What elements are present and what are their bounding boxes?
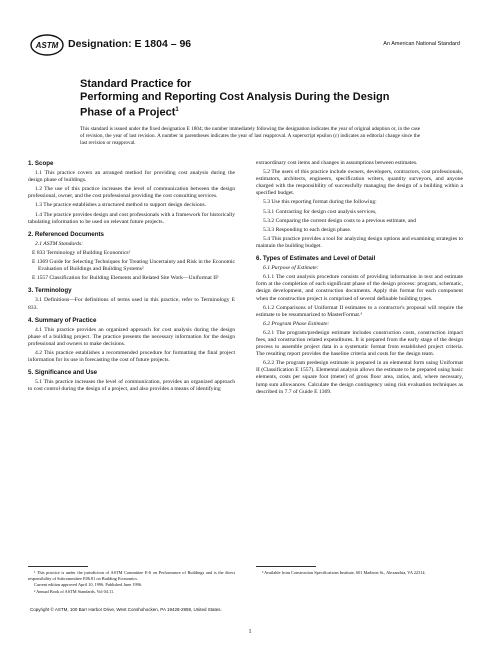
document-title [80, 78, 410, 120]
designation: Designation: E 1804 – 96 [68, 38, 192, 50]
paragraph: 1.1 This practice covers an arranged method for providing cost analysis during the design phase of buildings. [28, 170, 235, 184]
section-heading: 6. Types of Estimates and Level of Detail [256, 255, 376, 263]
left-column [28, 160, 235, 395]
paragraph: 5.3.1 Contracting for design cost analysis services, [263, 208, 377, 215]
section-heading: 2. Referenced Documents [28, 230, 104, 238]
copyright-line: Copyright © ASTM, 100 Barr Harbor Drive, West Conshohocken, PA 19428-2959, United States. [30, 607, 222, 612]
paragraph: 1.4 The practice provides design and cost professionals with a framework for historically tabulating information to be used on relevant future projects. [28, 211, 235, 225]
paragraph: 5.3 Use this reporting format during the following: [263, 199, 377, 206]
paragraph: 1.2 The use of this practice increases the level of communication between the design professional, owner, and the cost professional providing the cost consulting services. [28, 186, 235, 200]
ans-label: An American National Standard [383, 41, 460, 47]
reference-item: E 1369 Guide for Selecting Techniques for Treating Uncertainty and Risk in the Economic Evaluation of Buildings and Building Systems² [32, 259, 235, 273]
paragraph: 5.2 The users of this practice include owners, developers, contractors, cost professionals, estimators, architects, engineers, specification writers, quantity surveyors, and anyone charged with the responsibility of successfully managing the design of a building within a specified budget. [256, 169, 463, 197]
title-line-1: Standard Practice for [80, 78, 192, 90]
footnote: ³ Available from Construction Specifications Institute, 601 Madison St., Alexandria, VA 22314. [262, 570, 426, 575]
section-heading: 4. Summary of Practice [28, 316, 97, 324]
footnote-rule [256, 566, 316, 567]
paragraph: 3.1 Definitions—For definitions of terms used in this practice, refer to Terminology E 833. [28, 297, 235, 311]
paragraph: 2.1 ASTM Standards: [35, 240, 84, 247]
paragraph: 6.1.1 The cost analysis procedure consists of providing information in text and estimate form at the completion of each significant phase of the design process: program, schematic, design development, and construction documents. Apply this format for each component when the construction project is comprised of several definable building types. [256, 274, 463, 302]
section-heading: 3. Terminology [28, 287, 72, 295]
paragraph: extraordinary cost items and changes in assumptions between estimates. [256, 160, 418, 166]
footnote: ¹ This practice is under the jurisdiction of ASTM Committee E-6 on Performance of Buildings and is the direct responsibility of Subcommittee E06.81 on Building Economics. [28, 570, 235, 581]
footnotes-left [28, 570, 235, 595]
title-line-2: Performing and Reporting Cost Analysis During the Design [80, 91, 390, 103]
reference-item: E 1557 Classification for Building Elements and Related Site Work—Uniformat II² [32, 275, 219, 282]
reference-item: E 833 Terminology of Building Economics² [32, 249, 131, 256]
title-line-3: Phase of a Project$^1$ [80, 106, 179, 119]
paragraph: 4.1 This practice provides an organized approach for cost analysis during the design phase of a building project. The practice presents the necessary information for the design professional and owners to make decisions. [28, 326, 235, 347]
paragraph: 5.4 This practice provides a tool for analyzing design options and examining strategies to maintain the building budget. [256, 235, 463, 249]
paragraph: 5.3.2 Comparing the current design costs to a previous estimate, and [263, 217, 417, 224]
page-number: 1 [248, 629, 252, 635]
footnote-rule [28, 566, 88, 567]
paragraph: 5.1 This practice increases the level of communication, provides an organized approach to cost control during the design of a project, and also provides a means of identifying [28, 379, 235, 393]
footnote: Current edition approved April 10, 1996. Published June 1996. [34, 582, 143, 588]
right-column [256, 160, 463, 398]
paragraph: 5.3.3 Responding to each design phase. [263, 226, 352, 233]
footnotes-right [256, 570, 463, 577]
section-heading: 1. Scope [28, 160, 54, 167]
paragraph: 6.2.1 The program/predesign estimate includes construction costs, construction impact fees, and construction related expenditures. It is prepared from the early stage of the design process to assemble project data in a systematic format from established project criteria. The resulting report provides the baseline criteria and costs for the design team. [256, 329, 463, 358]
paragraph: 4.2 This practice establishes a recommended procedure for formatting the final project information for its use in forecasting the cost of future projects. [28, 349, 235, 364]
svg-text:ASTM: ASTM [35, 41, 59, 50]
paragraph: 6.2.2 The program predesign estimate is prepared in an elemental form using Uniformat II (Classification E 1557). Elemental analysis allows the estimate to be prepared using basic elements, costs per square foot (meter) of gross floor area, ratios, and, where necessary, lump sum allowances. Calculate the design contingency using risk evaluation techniques as described in 7.7 of Guide E 1369. [256, 360, 463, 395]
section-heading: 5. Significance and Use [28, 369, 98, 377]
paragraph: 6.1 Purpose of Estimate: [263, 265, 319, 272]
paragraph: 6.1.2 Comparisons of Uniformat II estimates to a contractor's proposal will require the estimate to be resummarized to MasterFormat.³ [256, 304, 463, 318]
footnote: ² Annual Book of ASTM Standards, Vol 04.11. [34, 588, 115, 594]
paragraph: 6.2 Program Phase Estimate: [263, 320, 330, 327]
astm-logo [30, 34, 64, 56]
paragraph: 1.3 The practice establishes a structured method to support design decisions. [35, 202, 207, 209]
issued-note: This standard is issued under the fixed designation E 1804; the number immediately following the designation indicates the year of original adoption or, in the case of revision, the year of last revision. A number in parentheses indicates the year of last reapproval. A superscript epsilon (ε) indicates an editorial change since the last revision or reapproval. [80, 126, 420, 146]
